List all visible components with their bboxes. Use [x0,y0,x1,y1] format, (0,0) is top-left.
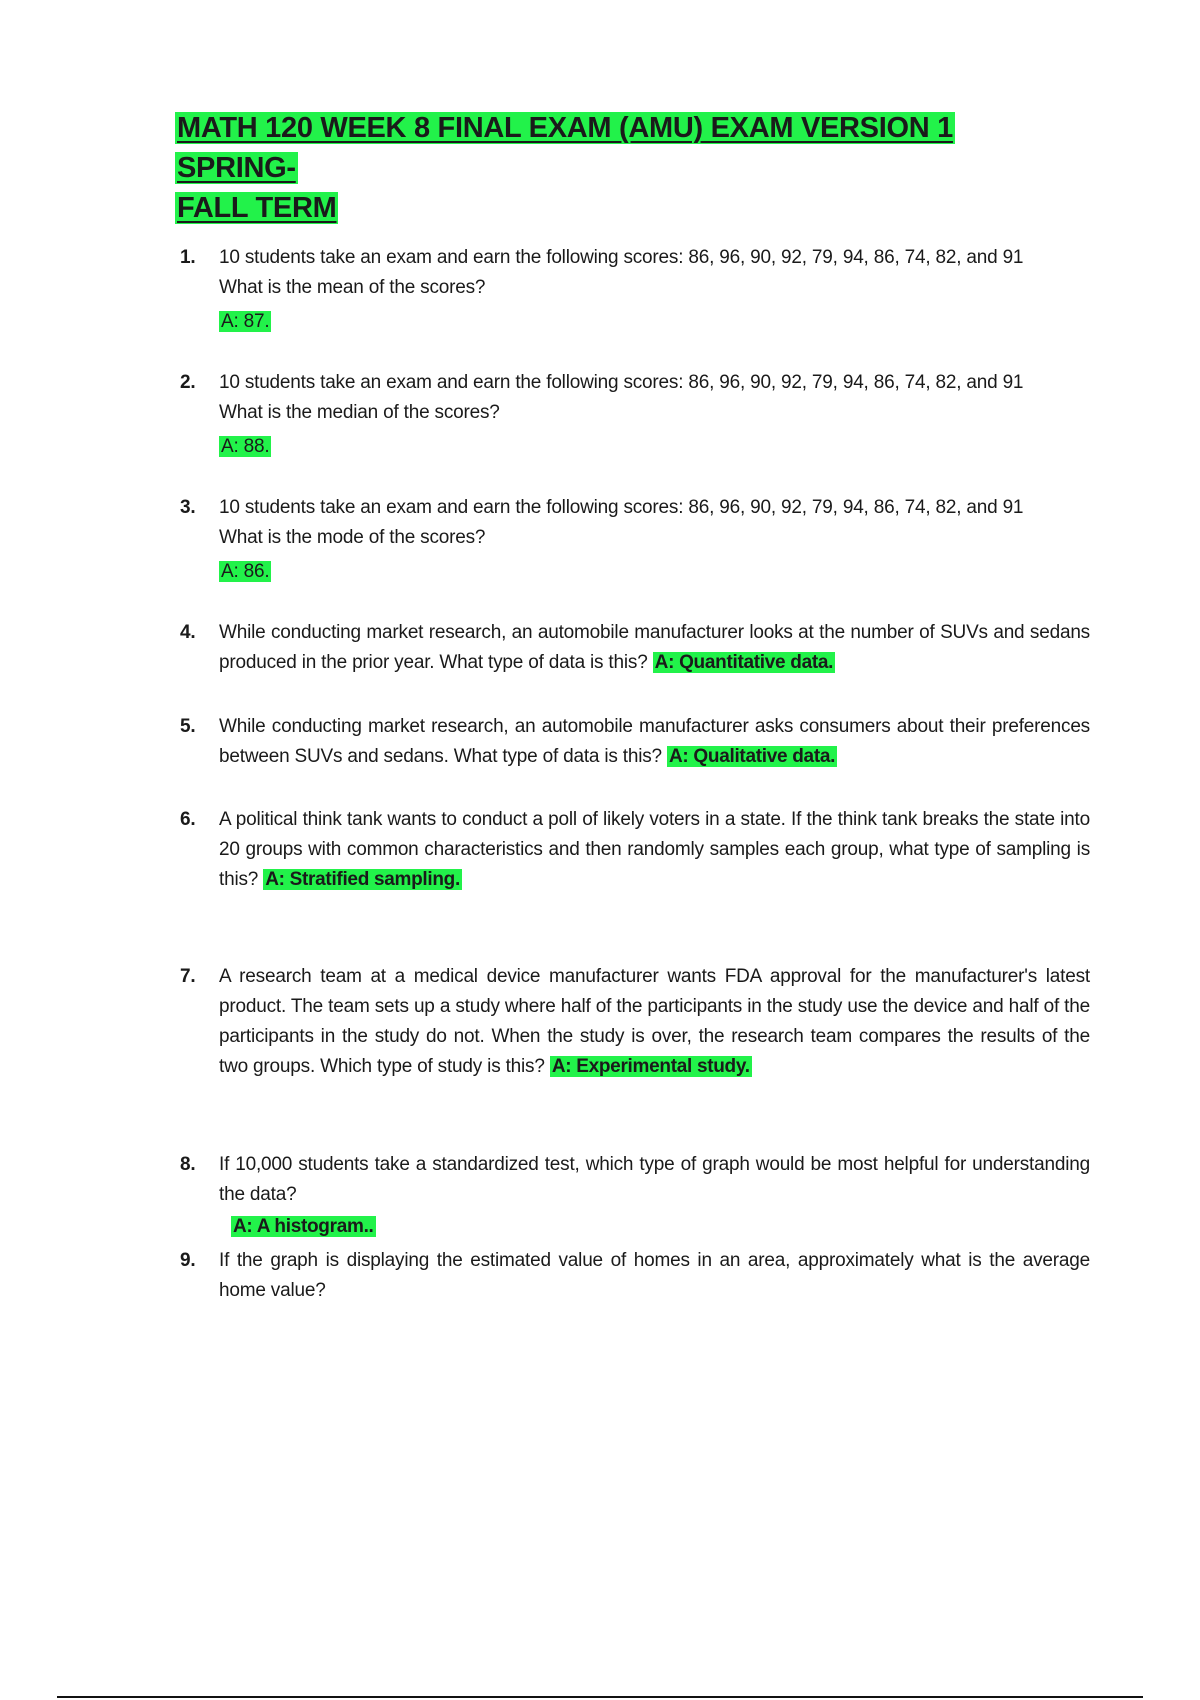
question-text: A research team at a medical device manufacturer wants FDA approval for the manufacturer's latest product. The team sets up a study where half of the participants in the study use the device and half of the participants in the study do not. When the study is over, the research team compares the results of the two groups. Which type of study is this? [219,966,1090,1077]
answer-highlight: A: Quantitative data. [654,652,834,673]
question-7 [180,962,1090,1082]
question-prompt: What is the mode of the scores? [219,527,486,548]
answer-highlight: A: Experimental study. [551,1056,750,1077]
title-line-2: FALL TERM [177,192,337,224]
question-number: 6. [180,809,196,830]
question-number: 3. [180,497,196,518]
question-9 [180,1246,1090,1306]
question-number: 8. [180,1154,196,1175]
page-title [175,108,1075,228]
page-bottom-divider [57,1696,1143,1698]
title-line-1: MATH 120 WEEK 8 FINAL EXAM (AMU) EXAM VERSION 1 SPRING- [177,112,953,184]
question-text: While conducting market research, an automobile manufacturer looks at the number of SUVs and sedans produced in the prior year. What type of data is this? [219,622,1090,673]
question-number: 1. [180,247,196,268]
question-1 [180,243,1090,337]
question-4 [180,618,1090,678]
question-3 [180,493,1090,587]
answer-highlight: A: 86. [221,561,270,582]
question-prompt: What is the median of the scores? [219,402,500,423]
question-text: While conducting market research, an automobile manufacturer asks consumers about their preferences between SUVs and sedans. What type of data is this? [219,716,1090,767]
question-number: 4. [180,622,196,643]
question-8 [180,1150,1090,1242]
question-text: If 10,000 students take a standardized test, which type of graph would be most helpful for understanding the data? [219,1154,1090,1205]
question-6 [180,805,1090,895]
answer-highlight: A: Qualitative data. [669,746,836,767]
question-prompt: What is the mean of the scores? [219,277,486,298]
question-number: 5. [180,716,196,737]
answer-highlight: A: A histogram.. [233,1216,374,1237]
question-number: 7. [180,966,196,987]
question-text: 10 students take an exam and earn the following scores: 86, 96, 90, 92, 79, 94, 86, 74, 82, and 91 [219,247,1024,268]
answer-highlight: A: 87. [221,311,270,332]
question-text: 10 students take an exam and earn the following scores: 86, 96, 90, 92, 79, 94, 86, 74, 82, and 91 [219,497,1024,518]
answer-highlight: A: 88. [221,436,270,457]
question-text: 10 students take an exam and earn the following scores: 86, 96, 90, 92, 79, 94, 86, 74, 82, and 91 [219,372,1024,393]
answer-highlight: A: Stratified sampling. [265,869,460,890]
question-text: If the graph is displaying the estimated value of homes in an area, approximately what is the average home value? [219,1250,1090,1301]
question-number: 2. [180,372,196,393]
question-number: 9. [180,1250,196,1271]
question-2 [180,368,1090,462]
question-5 [180,712,1090,772]
question-text: A political think tank wants to conduct a poll of likely voters in a state. If the think tank breaks the state into 20 groups with common characteristics and then randomly samples each group, what type of sampling is this? [219,809,1090,890]
